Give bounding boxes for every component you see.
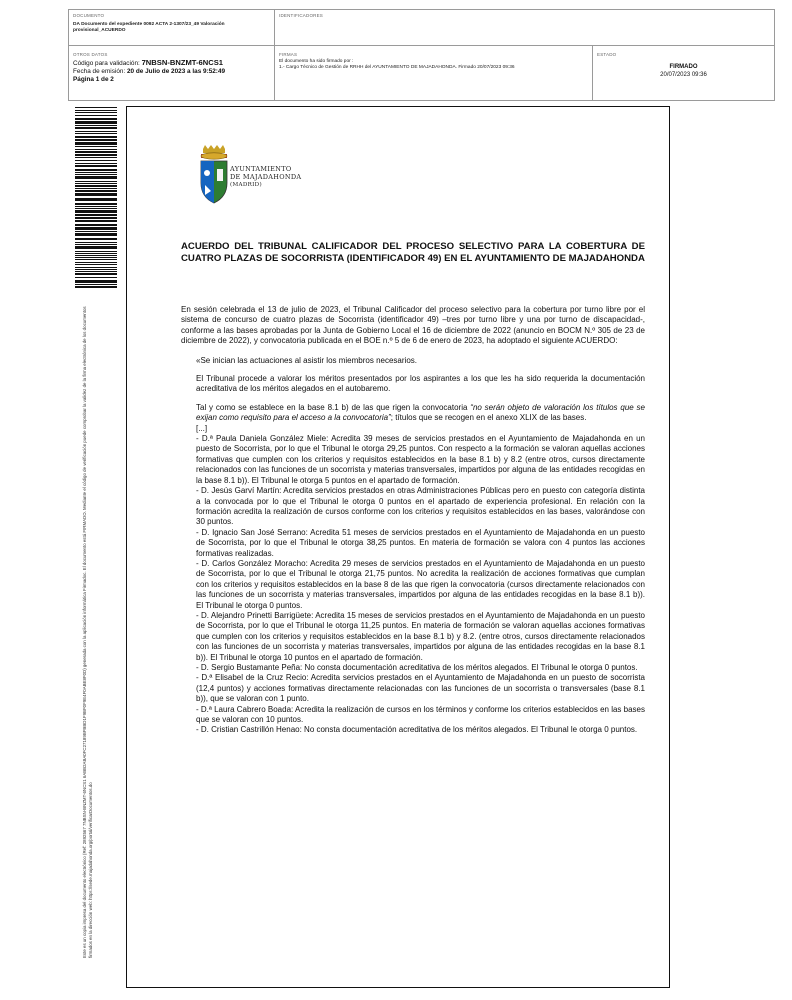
barcode-bar [75,157,117,158]
barcode-bar [75,203,117,205]
barcode-bar [75,125,117,126]
list-item: - D.ª Elisabel de la Cruz Recio: Acredita servicios prestados en el Ayuntamiento de Majadahonda en un puesto de socorrista (12,4 puntos) y acciones formativas directamente relacionadas con las funciones de un socorrista o transversales (base 8.1 b)), que se valoran con 1 punto. [196,673,645,704]
otros-datos-cell [69,46,275,100]
identificadores-cell [275,10,774,46]
barcode-bar [75,262,117,263]
estado-status [597,63,770,79]
barcode-bar [75,118,117,120]
barcode-bar [75,255,117,256]
barcode-bar [75,190,117,192]
documento-value: DA Documento del expediente 0092 ACTA 2-1307/23_49 Valoración provisional_ACUERDO [73,22,225,33]
barcode-bar [75,210,117,213]
barcode-bar [75,284,117,285]
list-item: - D. Alejandro Prinetti Barrigüete: Acredita 15 meses de servicios prestados en el Ayuntamiento de Majadahonda en un puesto de Socorrista, por lo que el Tribunal le otorga 11,25 puntos. En materia de formación se valoran aquellas acciones formativas que cumplen con los criterios y requisitos establecidos en la base 8.1 b) y 8.2. (entre otros, cursos directamente relacionados con las funciones de un socorrista y materias transversales, impartidos por alguna de las entidades recogidas en la base 8.1 b)). El Tribunal le otorga 10 puntos en el apartado de formación. [196,610,645,662]
barcode-bar [75,154,117,156]
barcode-bar [75,267,117,268]
estado-date: 20/07/2023 09:36 [660,72,707,78]
barcode-bar [75,198,117,201]
barcode-image [75,106,117,288]
barcode-bar [75,224,117,226]
document-page [126,106,670,988]
list-item: - D. Ignacio San José Serrano: Acredita 51 meses de servicios prestados en el Ayuntamiento de Majadahonda en un puesto de Socorrista, por lo que el Tribunal le otorga 38,25 puntos. En materia de formación se valora con 4 puntos las acciones formativas realizadas. [196,527,645,558]
fecha-emision [73,68,270,76]
fecha-value: 20 de Julio de 2023 a las 9:52:49 [127,68,226,75]
barcode-bar [75,264,117,265]
list-item: - D.ª Laura Cabrero Boada: Acredita la realización de cursos en los términos y conforme los criterios establecidos en las bases que se valoran con 10 puntos. [196,704,645,725]
barcode-bar [75,227,117,230]
list-item: - D. Jesús Garví Martín: Acredita servicios prestados en otras Administraciones Públicas pero en puesto con categoría distinta a la convocada por lo que el Tribunal le otorga 0 puntos en el apartado de experiencia profesional. En relación con la formación acredita la realización de cursos conforme con los criterios y requisitos establecidos en las bases, valorándose con 30 puntos. [196,486,645,527]
documento-cell [69,10,275,46]
barcode-bar [75,165,117,167]
firmas-label: FIRMAS [279,52,298,57]
paragraph-1: «Se inician las actuaciones al asistir los miembros necesarios. [196,355,417,365]
fecha-label: Fecha de emisión: [73,68,126,75]
paragraph-2: El Tribunal procede a valorar los méritos presentados por los aspirantes a los que les ha sido requerida la documentación acreditativa de los méritos alegados en el autobaremo. [196,374,645,394]
barcode-bar [75,149,117,150]
firmas-cell [275,46,593,100]
barcode-bar [75,142,117,145]
vertical-verification-text: Este es un copia impresa del documento electrónico (Ref: 2892567 7NBSN-BNZMT-6NCS1 6ABB2ABA0FC27189BFBBD1F9BF0F9E4F0ABE8F0D) generada con la aplicación informática Firmadoc. El documento está FIRMADO. Mediante el código de verificación puede comprobar la validez de la firma electrónica de los documentos firmados en la dirección web: https://sede.majadahonda.org/portal/verificarDocumentos.do [82,306,93,958]
barcode-bar [75,244,117,245]
barcode-bar [75,136,117,138]
barcode-bar [75,238,117,240]
barcode-bar [75,220,117,222]
barcode-bar [75,146,117,147]
barcode-bar [75,172,117,173]
estado-value: FIRMADO [669,64,698,70]
paragraph-3 [196,403,645,424]
barcode-bar [75,160,117,161]
barcode-bar [75,176,117,179]
logo-line-3: (MADRID) [230,182,262,188]
list-item: - D. Cristian Castrillón Henao: No consta documentación acreditativa de los méritos alegados. El Tribunal le otorga 0 puntos. [196,725,638,735]
barcode-bar [75,217,117,219]
barcode-bar [75,112,117,113]
barcode-bar [75,208,117,209]
intro-paragraph: En sesión celebrada el 13 de julio de 2023, el Tribunal Calificador del proceso selectivo para la cobertura por turno libre por el sistema de concurso de cuatro plazas de Socorrista (identificador 49) –tres por turno libre y una por turno de discapacidad-, conforme a las bases aprobadas por la Junta de Gobierno Local el 16 de diciembre de 2022 (anuncio en BOCM N.º 305 de 23 de diciembre de 2022), y convocatoria publicada en el BOE n.º 5 de 6 de enero de 2023, ha adoptado el siguiente ACUERDO: [181,305,645,346]
agreement-block [181,356,645,736]
barcode-bar [75,231,117,232]
barcode-bar [75,188,117,189]
barcode-bar [75,206,117,207]
barcode-bar [75,115,117,116]
barcode-bar [75,181,117,182]
codigo-label: Código para validación: [73,60,140,67]
logo-line-1: AYUNTAMIENTO [230,165,292,173]
document-metadata-table [68,9,775,101]
document-title: ACUERDO DEL TRIBUNAL CALIFICADOR DEL PROCESO SELECTIVO PARA LA COBERTURA DE CUATRO PLAZAS DE SOCORRISTA (IDENTIFICADOR 49) EN EL AYUNTAMIENTO DE MAJADAHONDA [181,241,645,264]
firmas-intro: El documento ha sido firmado por : [279,59,354,64]
barcode-bar [75,131,117,132]
barcode-bar [75,193,117,196]
codigo-validacion [73,59,270,68]
estado-cell [593,46,774,100]
list-item: - D. Carlos González Moracho: Acredita 29 meses de servicios prestados en el Ayuntamiento de Majadahonda en un puesto de Socorrista, por lo que el Tribunal le otorga 21,75 puntos. No acredita la realización de acciones formativas que cumplan con los criterios y requisitos establecidos en la base 8 de las que rigen la convocatoria (cursos directamente relacionados con las funciones de un socorrista y materias transversales, impartidos por alguna de las entidades recogidas en la base 8.1 b)). El Tribunal le otorga 0 puntos. [196,558,645,610]
barcode-bar [75,242,117,243]
logo-line-2: DE MAJADAHONDA [230,173,302,181]
barcode-bar [75,214,117,216]
firmas-value: 1.- Cargo Técnico de Gestión de RRHH del AYUNTAMIENTO DE MAJADAHONDA. Firmado 20/07/2023 09:36 [279,65,515,70]
pagina: Página 1 de 2 [73,76,114,83]
barcode-bar [75,127,117,129]
barcode-bar [75,174,117,175]
barcode-bar [75,280,117,283]
documento-label: DOCUMENTO [73,13,105,18]
barcode-bar [75,110,117,111]
barcode-bar [75,286,117,288]
barcode-bar [75,139,117,141]
codigo-value: 7NBSN-BNZMT-6NCS1 [141,58,224,67]
paragraph-3-after: ; títulos que se recogen en el anexo XLIX de las bases. [390,413,587,423]
ellipsis: [...] [196,423,208,433]
barcode-bar [75,163,117,164]
barcode-bar [75,246,117,249]
barcode-bar [75,257,117,258]
paragraph-3-before: Tal y como se establece en la base 8.1 b) de las que rigen la convocatoria [196,402,471,412]
estado-label: ESTADO [597,52,617,57]
barcode-bar [75,233,117,236]
barcode-bar [75,121,117,124]
barcode-bar [75,185,117,187]
paragraph-3-quote: “no serán objeto de valoración los títulos que se exijan como requisito para el acceso a la convocatoria” [196,402,645,423]
list-item: - D.ª Paula Daniela González Miele: Acredita 39 meses de servicios prestados en el Ayuntamiento de Majadahonda en un puesto de Socorrista, por lo que el Tribunal le otorga 29,25 puntos. Con respecto a la formación se valoran aquellas acciones formativas que cumplen con los criterios y requisitos establecidos en la base 8.1 b) y 8.2 (entre otros, cursos directamente relacionados con las funciones de un socorrista y materias transversales, impartidos por alguna de las entidades recogidas en la base 8.1 b)). El Tribunal le otorga 5 puntos en el apartado de formación. [196,434,645,485]
barcode-bar [75,259,117,260]
document-body [181,305,645,736]
barcode-bar [75,151,117,153]
barcode-bar [75,271,117,272]
barcode-bar [75,133,117,134]
barcode-bar [75,253,117,254]
logo-text [230,165,301,189]
otros-datos-label: OTROS DATOS [73,52,108,57]
barcode-bar [75,169,117,171]
coat-of-arms-logo [195,145,233,205]
identificadores-label: IDENTIFICADORES [279,13,324,18]
barcode-bar [75,277,117,278]
barcode-bar [75,251,117,252]
barcode-bar [75,269,117,270]
barcode-bar [75,273,117,275]
list-item: - D. Sergio Bustamante Peña: No consta documentación acreditativa de los méritos alegados. El Tribunal le otorga 0 puntos. [196,663,638,672]
barcode-bar [75,183,117,184]
barcode-bar [75,107,117,108]
